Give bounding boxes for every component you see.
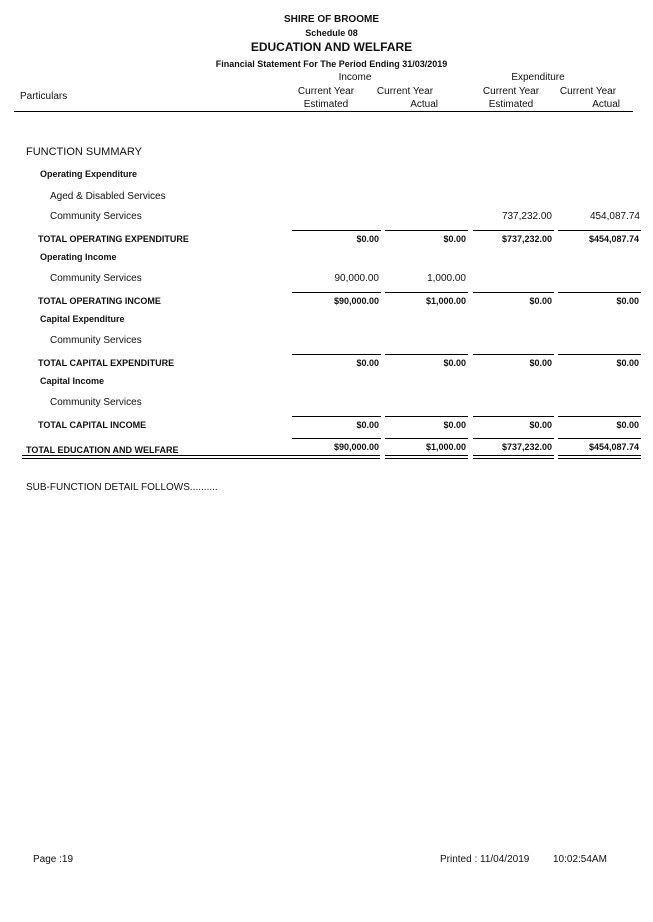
total-cell: $0.00 [616,358,639,368]
income-estimated-header [290,85,362,111]
grand-total-top-rule [558,438,641,439]
grand-total-top-rule [292,438,381,439]
subtotal-rule [558,354,641,355]
total-cell: $0.00 [443,234,466,244]
total-cell: $0.00 [616,296,639,306]
total-label: TOTAL OPERATING INCOME [38,296,161,306]
expenditure-header: Expenditure [511,72,565,83]
line-item-label: Community Services [50,273,142,284]
subtotal-rule [558,416,641,417]
subtotal-rule [292,292,381,293]
printed-date: Printed : 11/04/2019 [440,854,530,865]
value-cell: 454,087.74 [589,211,640,222]
line-item-label: Community Services [50,397,142,408]
subtotal-rule [473,416,554,417]
total-label: TOTAL CAPITAL INCOME [38,420,147,430]
subtotal-rule [292,230,381,231]
header-rule [14,111,633,112]
total-cell: $0.00 [443,420,466,430]
double-underline [385,455,468,459]
particulars-header: Particulars [20,91,68,102]
col-header-line: Estimated [303,99,349,110]
total-cell: $90,000.00 [333,296,379,306]
schedule-label: Schedule 08 [305,28,358,38]
col-header-line: Current Year [559,86,617,97]
report-title: EDUCATION AND WELFARE [250,40,413,54]
org-name: SHIRE OF BROOME [283,14,379,25]
total-cell: $737,232.00 [501,234,552,244]
sub-function-note: SUB-FUNCTION DETAIL FOLLOWS.......... [26,482,218,493]
double-underline [22,455,380,459]
col-header-line: Current Year [376,86,434,97]
grand-total-label: TOTAL EDUCATION AND WELFARE [26,445,179,455]
subtotal-rule [473,292,554,293]
col-header-line: Estimated [488,99,534,110]
expenditure-actual-header [556,85,620,111]
grand-total-cell: $90,000.00 [333,442,379,452]
subtotal-rule [292,416,381,417]
grand-total-top-rule [385,438,468,439]
section-title: FUNCTION SUMMARY [26,146,142,158]
double-underline [473,455,554,459]
col-header-line: Current Year [297,86,355,97]
grand-total-cell: $1,000.00 [425,442,466,452]
report-subtitle: Financial Statement For The Period Ending 31/03/2019 [215,59,448,69]
grand-total-cell: $454,087.74 [588,442,639,452]
subtotal-rule [385,416,468,417]
total-label: TOTAL OPERATING EXPENDITURE [38,234,189,244]
subtotal-rule [473,354,554,355]
total-cell: $0.00 [356,234,379,244]
line-item-label: Community Services [50,335,142,346]
subtotal-rule [385,354,468,355]
page-number: Page :19 [33,854,74,865]
grand-total-cell: $737,232.00 [501,442,552,452]
total-cell: $454,087.74 [588,234,639,244]
col-header-line: Current Year [482,86,540,97]
subtotal-rule [385,230,468,231]
group-heading: Operating Expenditure [40,169,138,179]
subtotal-rule [558,292,641,293]
total-label: TOTAL CAPITAL EXPENDITURE [38,358,175,368]
printed-time: 10:02:54AM [553,854,607,865]
total-cell: $0.00 [443,358,466,368]
line-item-label: Community Services [50,211,142,222]
grand-total-top-rule [473,438,554,439]
total-cell: $0.00 [616,420,639,430]
total-cell: $0.00 [356,358,379,368]
col-header-line: Actual [592,99,620,110]
group-heading: Capital Expenditure [40,314,125,324]
total-cell: $0.00 [529,296,552,306]
value-cell: 90,000.00 [334,273,379,284]
total-cell: $1,000.00 [425,296,466,306]
subtotal-rule [558,230,641,231]
total-cell: $0.00 [529,358,552,368]
expenditure-estimated-header [475,85,547,111]
group-heading: Operating Income [40,252,117,262]
col-header-line: Actual [410,99,438,110]
value-cell: 1,000.00 [427,273,466,284]
line-item-label: Aged & Disabled Services [50,191,166,202]
income-header: Income [338,72,372,83]
total-cell: $0.00 [356,420,379,430]
value-cell: 737,232.00 [501,211,552,222]
group-heading: Capital Income [40,376,105,386]
subtotal-rule [292,354,381,355]
subtotal-rule [385,292,468,293]
subtotal-rule [473,230,554,231]
total-cell: $0.00 [529,420,552,430]
double-underline [558,455,641,459]
income-actual-header [372,85,438,111]
